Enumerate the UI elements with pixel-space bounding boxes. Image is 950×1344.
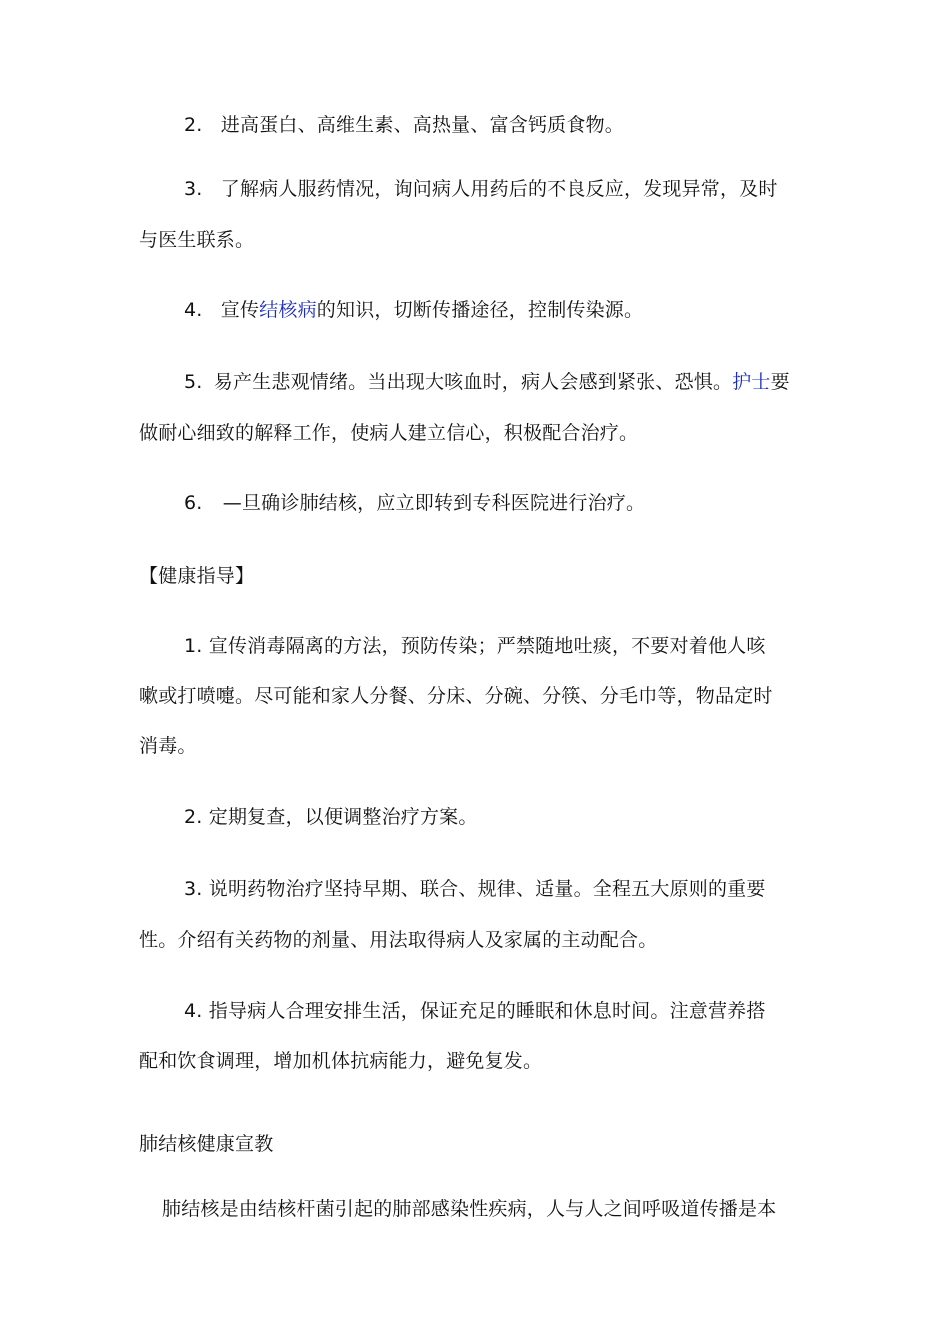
care-item-3-number: 3. xyxy=(184,178,203,200)
guidance-item-4-line-2: 配和饮食调理，增加机体抗病能力，避免复发。 xyxy=(139,1050,543,1072)
care-item-4-suffix: 的知识，切断传播途径，控制传染源。 xyxy=(316,299,644,321)
care-item-3-continuation: 与医生联系。 xyxy=(139,229,255,251)
care-item-4 xyxy=(184,297,864,323)
care-item-4-number: 4. xyxy=(184,299,203,321)
care-item-5-suffix: 要 xyxy=(770,371,790,393)
guidance-item-4: 4. 指导病人合理安排生活，保证充足的睡眠和休息时间。注意营养搭 xyxy=(184,1000,766,1022)
care-item-2 xyxy=(184,112,864,138)
care-item-6-number: 6. xyxy=(184,492,203,514)
care-item-2-text: 进高蛋白、高维生素、高热量、富含钙质食物。 xyxy=(220,114,624,136)
care-item-5-continuation: 做耐心细致的解释工作，使病人建立信心，积极配合治疗。 xyxy=(139,422,639,444)
health-guidance-heading: 【健康指导】 xyxy=(139,565,255,587)
care-item-3-text: 了解病人服药情况，询问病人用药后的不良反应，发现异常，及时 xyxy=(220,178,778,200)
care-item-3 xyxy=(184,176,864,202)
guidance-item-1-line-2: 嗽或打喷嚏。尽可能和家人分餐、分床、分碗、分筷、分毛巾等，物品定时 xyxy=(139,685,773,707)
care-item-6-text: —旦确诊肺结核，应立即转到专科医院进行治疗。 xyxy=(222,492,646,514)
intro-paragraph: 肺结核是由结核杆菌引起的肺部感染性疾病，人与人之间呼吸道传播是本 xyxy=(162,1198,777,1220)
care-item-5-number: 5. xyxy=(184,371,203,393)
guidance-item-1-line-3: 消毒。 xyxy=(139,735,197,757)
care-item-2-number: 2. xyxy=(184,114,203,136)
care-item-5 xyxy=(184,369,864,395)
care-item-6 xyxy=(184,490,864,516)
guidance-item-1: 1. 宣传消毒隔离的方法，预防传染；严禁随地吐痰，不要对着他人咳 xyxy=(184,635,766,657)
guidance-item-3-line-2: 性。介绍有关药物的剂量、用法取得病人及家属的主动配合。 xyxy=(139,929,658,951)
care-item-4-prefix: 宣传 xyxy=(220,299,260,321)
tuberculosis-link[interactable]: 结核病 xyxy=(259,299,317,321)
section-title: 肺结核健康宣教 xyxy=(139,1133,274,1155)
guidance-item-3: 3. 说明药物治疗坚持早期、联合、规律、适量。全程五大原则的重要 xyxy=(184,878,766,900)
care-item-5-prefix: 易产生悲观情绪。当出现大咳血时，病人会感到紧张、恐惧。 xyxy=(213,371,733,393)
nurse-link[interactable]: 护士 xyxy=(732,371,771,393)
guidance-item-2: 2. 定期复查，以便调整治疗方案。 xyxy=(184,806,478,828)
